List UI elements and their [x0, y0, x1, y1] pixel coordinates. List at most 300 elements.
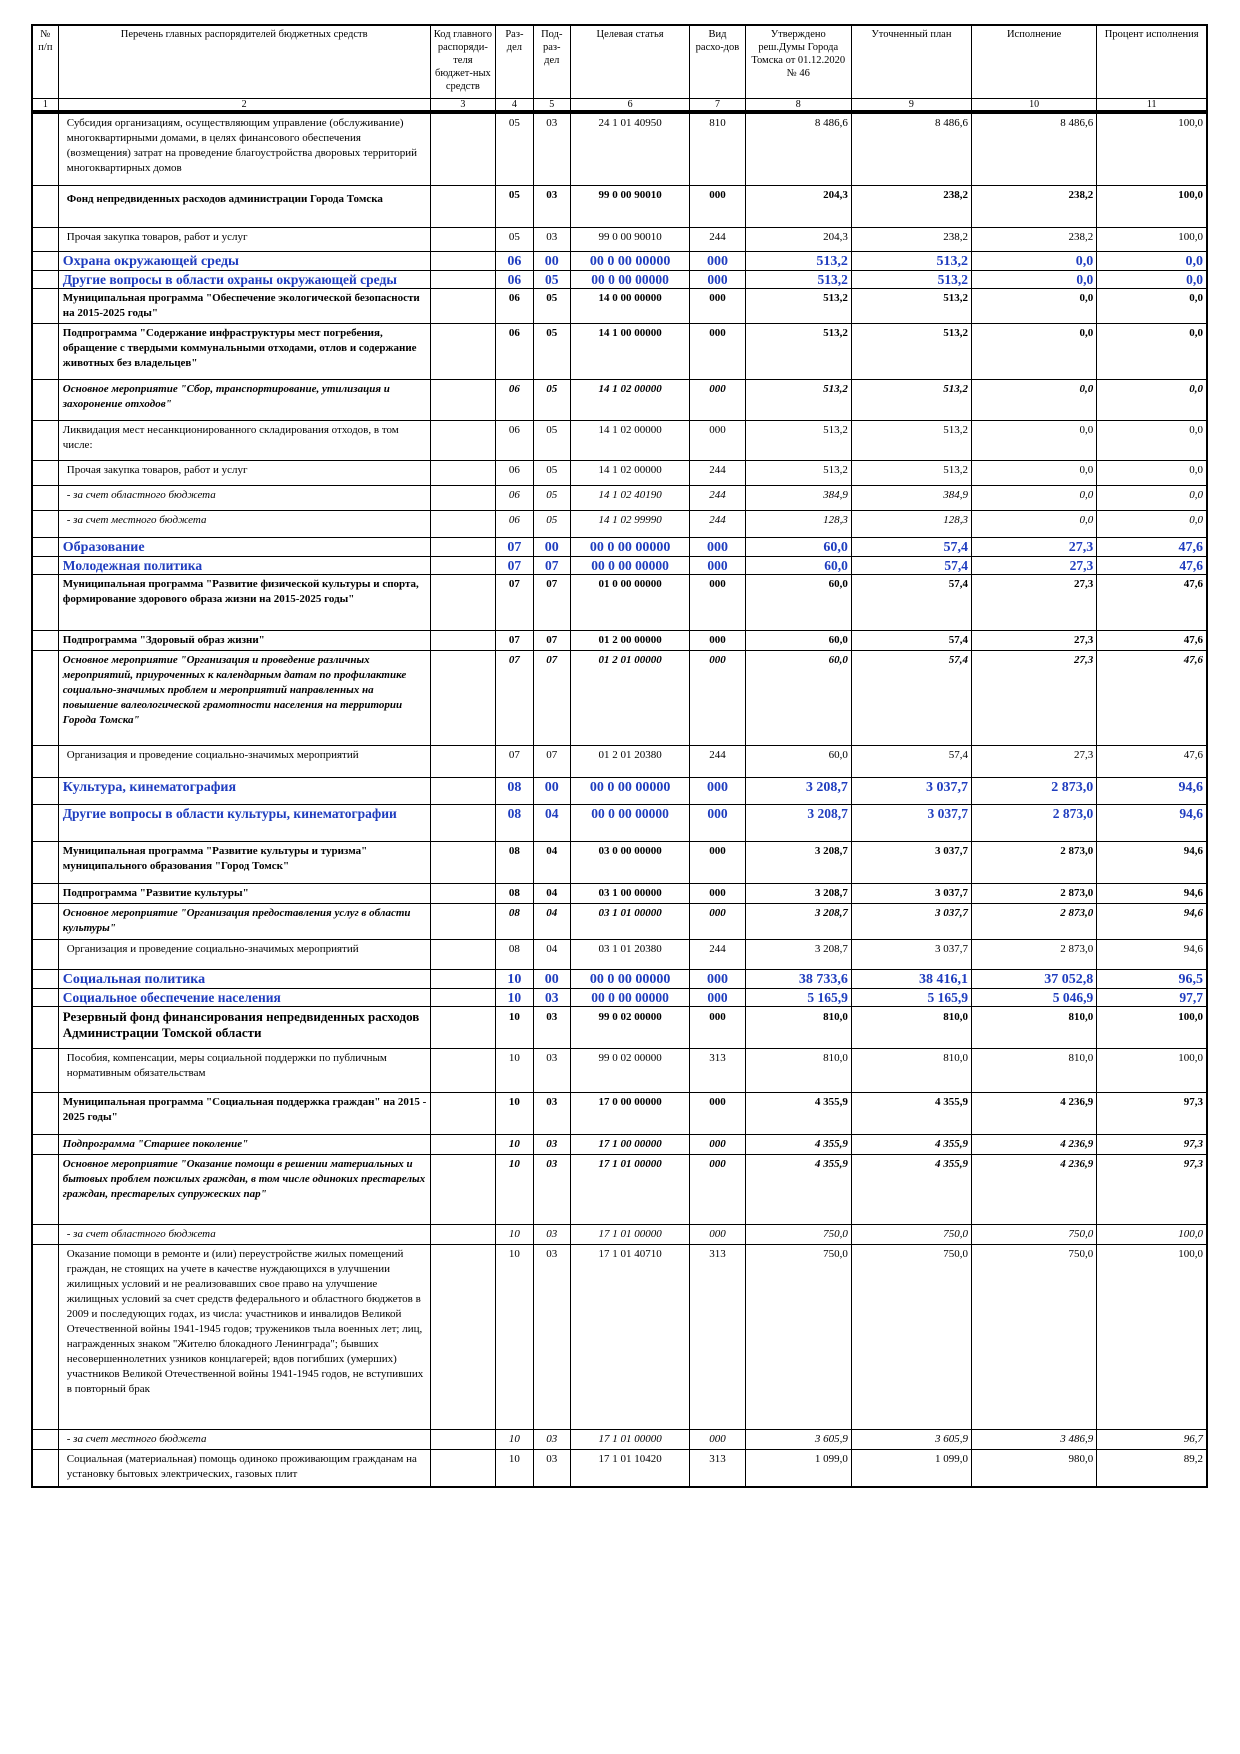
row-percent: 47,6 [1097, 557, 1207, 575]
column-number: 6 [570, 98, 689, 112]
row-execution: 0,0 [972, 289, 1097, 324]
row-plan: 513,2 [851, 252, 971, 271]
row-vid: 313 [690, 1450, 746, 1487]
row-plan: 4 355,9 [851, 1093, 971, 1135]
row-execution: 2 873,0 [972, 904, 1097, 940]
row-approved: 750,0 [745, 1245, 851, 1430]
row-approved: 513,2 [745, 324, 851, 380]
row-article: 14 1 02 00000 [570, 461, 689, 486]
row-execution: 27,3 [972, 575, 1097, 631]
column-number: 5 [533, 98, 570, 112]
row-podrazdel: 05 [533, 486, 570, 511]
row-name: Основное мероприятие "Оказание помощи в решении материальных и бытовых проблем пожилых граждан, в том числе одиноких престарелых граждан, престарелых супружеских пар" [58, 1155, 430, 1225]
row-article: 99 0 02 00000 [570, 1007, 689, 1049]
row-razdel: 06 [496, 252, 533, 271]
row-percent: 0,0 [1097, 271, 1207, 289]
row-razdel: 06 [496, 380, 533, 421]
row-vid: 000 [690, 1007, 746, 1049]
row-name: - за счет областного бюджета [58, 1225, 430, 1245]
row-percent: 100,0 [1097, 1225, 1207, 1245]
row-podrazdel: 07 [533, 746, 570, 778]
table-row [32, 746, 1207, 778]
row-percent: 100,0 [1097, 228, 1207, 252]
row-execution: 810,0 [972, 1007, 1097, 1049]
table-row [32, 252, 1207, 271]
row-podrazdel: 03 [533, 1007, 570, 1049]
row-vid: 000 [690, 324, 746, 380]
row-article: 00 0 00 00000 [570, 970, 689, 989]
table-row [32, 989, 1207, 1007]
row-article: 17 1 01 00000 [570, 1225, 689, 1245]
row-name: Муниципальная программа "Развитие физической культуры и спорта, формирование здорового образа жизни на 2015-2025 годы" [58, 575, 430, 631]
row-name: Подпрограмма "Развитие культуры" [58, 884, 430, 904]
row-podrazdel: 04 [533, 842, 570, 884]
row-razdel: 05 [496, 112, 533, 186]
row-approved: 3 605,9 [745, 1430, 851, 1450]
row-vid: 313 [690, 1049, 746, 1093]
row-razdel: 06 [496, 271, 533, 289]
row-article: 99 0 02 00000 [570, 1049, 689, 1093]
row-percent: 94,6 [1097, 805, 1207, 842]
row-approved: 3 208,7 [745, 778, 851, 805]
row-name: Основное мероприятие "Сбор, транспортирование, утилизация и захоронение отходов" [58, 380, 430, 421]
row-podrazdel: 05 [533, 289, 570, 324]
row-podrazdel: 03 [533, 228, 570, 252]
header-row [32, 25, 1207, 98]
row-percent: 94,6 [1097, 842, 1207, 884]
row-plan: 3 037,7 [851, 842, 971, 884]
row-name: Молодежная политика [58, 557, 430, 575]
row-plan: 750,0 [851, 1245, 971, 1430]
row-podrazdel: 03 [533, 1225, 570, 1245]
row-percent: 0,0 [1097, 324, 1207, 380]
row-approved: 3 208,7 [745, 884, 851, 904]
row-approved: 60,0 [745, 538, 851, 557]
table-row [32, 651, 1207, 746]
row-execution: 980,0 [972, 1450, 1097, 1487]
row-razdel: 08 [496, 904, 533, 940]
row-razdel: 06 [496, 511, 533, 538]
row-vid: 000 [690, 271, 746, 289]
row-execution: 2 873,0 [972, 884, 1097, 904]
row-podrazdel: 03 [533, 989, 570, 1007]
row-vid: 313 [690, 1245, 746, 1430]
row-approved: 60,0 [745, 557, 851, 575]
row-podrazdel: 00 [533, 970, 570, 989]
row-execution: 750,0 [972, 1245, 1097, 1430]
row-article: 14 1 02 00000 [570, 421, 689, 461]
row-plan: 128,3 [851, 511, 971, 538]
row-approved: 4 355,9 [745, 1155, 851, 1225]
row-razdel: 10 [496, 1155, 533, 1225]
table-row [32, 1155, 1207, 1225]
row-vid: 000 [690, 538, 746, 557]
row-execution: 810,0 [972, 1049, 1097, 1093]
row-article: 00 0 00 00000 [570, 538, 689, 557]
row-plan: 8 486,6 [851, 112, 971, 186]
row-execution: 3 486,9 [972, 1430, 1097, 1450]
row-podrazdel: 04 [533, 904, 570, 940]
row-name: Другие вопросы в области охраны окружающей среды [58, 271, 430, 289]
row-razdel: 06 [496, 421, 533, 461]
row-razdel: 08 [496, 884, 533, 904]
row-plan: 750,0 [851, 1225, 971, 1245]
row-name: - за счет местного бюджета [58, 511, 430, 538]
row-approved: 513,2 [745, 271, 851, 289]
row-podrazdel: 07 [533, 651, 570, 746]
column-number: 4 [496, 98, 533, 112]
row-approved: 204,3 [745, 228, 851, 252]
row-article: 03 0 00 00000 [570, 842, 689, 884]
row-razdel: 06 [496, 324, 533, 380]
row-article: 00 0 00 00000 [570, 778, 689, 805]
row-approved: 513,2 [745, 289, 851, 324]
row-approved: 384,9 [745, 486, 851, 511]
row-vid: 810 [690, 112, 746, 186]
row-article: 01 2 01 20380 [570, 746, 689, 778]
row-name: - за счет местного бюджета [58, 1430, 430, 1450]
row-razdel: 08 [496, 805, 533, 842]
row-podrazdel: 03 [533, 1049, 570, 1093]
row-name: Ликвидация мест несанкционированного складирования отходов, в том числе: [58, 421, 430, 461]
row-plan: 238,2 [851, 228, 971, 252]
row-execution: 238,2 [972, 186, 1097, 228]
row-article: 01 2 00 00000 [570, 631, 689, 651]
row-article: 01 0 00 00000 [570, 575, 689, 631]
row-article: 17 1 00 00000 [570, 1135, 689, 1155]
row-percent: 89,2 [1097, 1450, 1207, 1487]
row-razdel: 05 [496, 228, 533, 252]
row-execution: 0,0 [972, 421, 1097, 461]
row-name: Организация и проведение социально-значимых мероприятий [58, 746, 430, 778]
row-percent: 0,0 [1097, 380, 1207, 421]
row-execution: 0,0 [972, 324, 1097, 380]
row-article: 14 0 00 00000 [570, 289, 689, 324]
row-percent: 100,0 [1097, 186, 1207, 228]
table-row [32, 575, 1207, 631]
table-row [32, 1007, 1207, 1049]
table-row [32, 486, 1207, 511]
column-number: 2 [58, 98, 430, 112]
row-execution: 2 873,0 [972, 805, 1097, 842]
table-row [32, 1093, 1207, 1135]
row-article: 03 1 01 20380 [570, 940, 689, 970]
table-row [32, 884, 1207, 904]
column-number: 8 [745, 98, 851, 112]
header-approved: Утверждено реш.Думы Города Томска от 01.12.2020 № 46 [745, 25, 851, 98]
row-razdel: 10 [496, 1430, 533, 1450]
row-vid: 000 [690, 1430, 746, 1450]
row-execution: 37 052,8 [972, 970, 1097, 989]
row-razdel: 10 [496, 1450, 533, 1487]
row-podrazdel: 03 [533, 1430, 570, 1450]
row-vid: 000 [690, 252, 746, 271]
row-article: 03 1 00 00000 [570, 884, 689, 904]
row-execution: 2 873,0 [972, 842, 1097, 884]
table-row [32, 970, 1207, 989]
row-percent: 0,0 [1097, 289, 1207, 324]
row-podrazdel: 03 [533, 1093, 570, 1135]
row-percent: 47,6 [1097, 651, 1207, 746]
row-percent: 97,7 [1097, 989, 1207, 1007]
row-article: 17 1 01 40710 [570, 1245, 689, 1430]
table-row [32, 271, 1207, 289]
row-approved: 1 099,0 [745, 1450, 851, 1487]
row-percent: 94,6 [1097, 940, 1207, 970]
table-row [32, 631, 1207, 651]
header-plan: Уточненный план [851, 25, 971, 98]
table-row [32, 1225, 1207, 1245]
row-execution: 4 236,9 [972, 1093, 1097, 1135]
row-execution: 27,3 [972, 631, 1097, 651]
row-plan: 513,2 [851, 461, 971, 486]
row-approved: 3 208,7 [745, 904, 851, 940]
row-plan: 57,4 [851, 557, 971, 575]
row-execution: 5 046,9 [972, 989, 1097, 1007]
row-razdel: 06 [496, 461, 533, 486]
row-percent: 100,0 [1097, 1007, 1207, 1049]
column-number: 11 [1097, 98, 1207, 112]
row-article: 00 0 00 00000 [570, 271, 689, 289]
row-plan: 3 037,7 [851, 805, 971, 842]
column-number: 9 [851, 98, 971, 112]
row-execution: 0,0 [972, 486, 1097, 511]
row-razdel: 10 [496, 1007, 533, 1049]
row-plan: 513,2 [851, 421, 971, 461]
column-number: 1 [32, 98, 58, 112]
column-number-row [32, 98, 1207, 112]
table-row [32, 324, 1207, 380]
row-execution: 27,3 [972, 746, 1097, 778]
row-percent: 0,0 [1097, 252, 1207, 271]
row-vid: 000 [690, 651, 746, 746]
row-plan: 57,4 [851, 575, 971, 631]
row-percent: 47,6 [1097, 631, 1207, 651]
row-article: 00 0 00 00000 [570, 805, 689, 842]
row-approved: 3 208,7 [745, 805, 851, 842]
header-name: Перечень главных распорядителей бюджетных средств [58, 25, 430, 98]
table-row [32, 186, 1207, 228]
row-article: 14 1 02 40190 [570, 486, 689, 511]
row-plan: 513,2 [851, 289, 971, 324]
row-plan: 513,2 [851, 380, 971, 421]
row-approved: 513,2 [745, 421, 851, 461]
table-row [32, 940, 1207, 970]
row-plan: 810,0 [851, 1049, 971, 1093]
row-percent: 0,0 [1097, 486, 1207, 511]
row-vid: 000 [690, 1135, 746, 1155]
row-approved: 3 208,7 [745, 842, 851, 884]
row-razdel: 10 [496, 1049, 533, 1093]
row-razdel: 05 [496, 186, 533, 228]
row-name: Другие вопросы в области культуры, кинематографии [58, 805, 430, 842]
row-name: Организация и проведение социально-значимых мероприятий [58, 940, 430, 970]
row-percent: 0,0 [1097, 511, 1207, 538]
row-execution: 4 236,9 [972, 1135, 1097, 1155]
row-razdel: 10 [496, 1225, 533, 1245]
header-podrazdel: Под-раз-дел [533, 25, 570, 98]
row-article: 00 0 00 00000 [570, 252, 689, 271]
row-name: Подпрограмма "Старшее поколение" [58, 1135, 430, 1155]
row-execution: 8 486,6 [972, 112, 1097, 186]
row-approved: 60,0 [745, 746, 851, 778]
row-podrazdel: 04 [533, 940, 570, 970]
row-vid: 000 [690, 557, 746, 575]
row-podrazdel: 00 [533, 778, 570, 805]
row-plan: 38 416,1 [851, 970, 971, 989]
row-razdel: 06 [496, 289, 533, 324]
row-article: 14 1 02 00000 [570, 380, 689, 421]
row-article: 17 1 01 10420 [570, 1450, 689, 1487]
row-razdel: 06 [496, 486, 533, 511]
budget-table [31, 24, 1208, 1488]
row-razdel: 10 [496, 989, 533, 1007]
row-article: 14 1 00 00000 [570, 324, 689, 380]
row-article: 99 0 00 90010 [570, 186, 689, 228]
row-podrazdel: 05 [533, 324, 570, 380]
row-plan: 384,9 [851, 486, 971, 511]
column-number: 7 [690, 98, 746, 112]
row-name: Социальная (материальная) помощь одиноко проживающим гражданам на установку бытовых электрических, газовых плит [58, 1450, 430, 1487]
row-percent: 94,6 [1097, 884, 1207, 904]
row-plan: 3 037,7 [851, 940, 971, 970]
row-execution: 0,0 [972, 271, 1097, 289]
row-name: Пособия, компенсации, меры социальной поддержки по публичным нормативным обязательствам [58, 1049, 430, 1093]
row-podrazdel: 04 [533, 805, 570, 842]
row-article: 17 1 01 00000 [570, 1155, 689, 1225]
row-percent: 0,0 [1097, 461, 1207, 486]
row-execution: 0,0 [972, 380, 1097, 421]
row-vid: 000 [690, 575, 746, 631]
row-approved: 4 355,9 [745, 1093, 851, 1135]
row-plan: 57,4 [851, 538, 971, 557]
row-podrazdel: 00 [533, 252, 570, 271]
row-name: Образование [58, 538, 430, 557]
row-name: Охрана окружающей среды [58, 252, 430, 271]
row-vid: 244 [690, 746, 746, 778]
row-name: Субсидия организациям, осуществляющим управление (обслуживание) многоквартирными домами, в целях финансового обеспечения (возмещения) затрат на проведение благоустройства дворовых территорий многоквартирных домов [58, 112, 430, 186]
row-razdel: 10 [496, 970, 533, 989]
row-podrazdel: 00 [533, 538, 570, 557]
table-row [32, 380, 1207, 421]
table-row [32, 805, 1207, 842]
row-percent: 47,6 [1097, 575, 1207, 631]
row-plan: 3 037,7 [851, 884, 971, 904]
row-razdel: 08 [496, 842, 533, 884]
table-row [32, 1450, 1207, 1487]
row-podrazdel: 03 [533, 1135, 570, 1155]
row-name: Подпрограмма "Здоровый образ жизни" [58, 631, 430, 651]
row-name: Социальное обеспечение населения [58, 989, 430, 1007]
row-name: Прочая закупка товаров, работ и услуг [58, 461, 430, 486]
row-vid: 000 [690, 989, 746, 1007]
row-name: Основное мероприятие "Организация и проведение различных мероприятий, приуроченных к календарным датам по профилактике социально-значимых проблем и мероприятий направленных на повышение валеологической грамотности населения на территории Города Томска" [58, 651, 430, 746]
row-vid: 000 [690, 805, 746, 842]
table-row [32, 778, 1207, 805]
row-percent: 100,0 [1097, 112, 1207, 186]
row-article: 01 2 01 00000 [570, 651, 689, 746]
row-vid: 000 [690, 631, 746, 651]
header-article: Целевая статья [570, 25, 689, 98]
row-percent: 97,3 [1097, 1155, 1207, 1225]
row-percent: 47,6 [1097, 538, 1207, 557]
row-vid: 000 [690, 421, 746, 461]
row-approved: 4 355,9 [745, 1135, 851, 1155]
row-execution: 750,0 [972, 1225, 1097, 1245]
row-razdel: 10 [496, 1093, 533, 1135]
row-approved: 8 486,6 [745, 112, 851, 186]
row-name: Резервный фонд финансирования непредвиденных расходов Администрации Томской области [58, 1007, 430, 1049]
row-plan: 5 165,9 [851, 989, 971, 1007]
row-razdel: 07 [496, 575, 533, 631]
row-razdel: 07 [496, 651, 533, 746]
row-vid: 000 [690, 289, 746, 324]
table-row [32, 557, 1207, 575]
row-approved: 5 165,9 [745, 989, 851, 1007]
row-name: Основное мероприятие "Организация предоставления услуг в области культуры" [58, 904, 430, 940]
row-approved: 38 733,6 [745, 970, 851, 989]
row-vid: 244 [690, 486, 746, 511]
row-name: Муниципальная программа "Социальная поддержка граждан" на 2015 - 2025 годы" [58, 1093, 430, 1135]
row-razdel: 08 [496, 778, 533, 805]
row-podrazdel: 07 [533, 557, 570, 575]
row-name: Прочая закупка товаров, работ и услуг [58, 228, 430, 252]
row-plan: 57,4 [851, 631, 971, 651]
table-row [32, 1049, 1207, 1093]
row-vid: 000 [690, 884, 746, 904]
row-plan: 810,0 [851, 1007, 971, 1049]
row-execution: 0,0 [972, 461, 1097, 486]
row-plan: 4 355,9 [851, 1135, 971, 1155]
table-row [32, 511, 1207, 538]
row-podrazdel: 03 [533, 1245, 570, 1430]
row-plan: 3 037,7 [851, 904, 971, 940]
row-percent: 94,6 [1097, 904, 1207, 940]
row-razdel: 10 [496, 1245, 533, 1430]
row-vid: 244 [690, 940, 746, 970]
row-article: 00 0 00 00000 [570, 557, 689, 575]
header-razdel: Раз-дел [496, 25, 533, 98]
column-number: 10 [972, 98, 1097, 112]
row-vid: 000 [690, 1093, 746, 1135]
row-name: Культура, кинематография [58, 778, 430, 805]
row-approved: 204,3 [745, 186, 851, 228]
row-article: 14 1 02 99990 [570, 511, 689, 538]
row-plan: 3 605,9 [851, 1430, 971, 1450]
row-plan: 57,4 [851, 746, 971, 778]
row-podrazdel: 03 [533, 112, 570, 186]
column-number: 3 [430, 98, 496, 112]
table-row [32, 538, 1207, 557]
table-row [32, 289, 1207, 324]
row-execution: 27,3 [972, 557, 1097, 575]
row-podrazdel: 05 [533, 271, 570, 289]
row-approved: 3 208,7 [745, 940, 851, 970]
row-vid: 000 [690, 1225, 746, 1245]
table-row [32, 112, 1207, 186]
row-podrazdel: 04 [533, 884, 570, 904]
row-approved: 750,0 [745, 1225, 851, 1245]
row-article: 17 0 00 00000 [570, 1093, 689, 1135]
header-vid: Вид расхо-дов [690, 25, 746, 98]
row-podrazdel: 05 [533, 511, 570, 538]
row-plan: 238,2 [851, 186, 971, 228]
row-article: 00 0 00 00000 [570, 989, 689, 1007]
row-approved: 128,3 [745, 511, 851, 538]
row-podrazdel: 03 [533, 186, 570, 228]
row-vid: 000 [690, 904, 746, 940]
row-execution: 4 236,9 [972, 1155, 1097, 1225]
